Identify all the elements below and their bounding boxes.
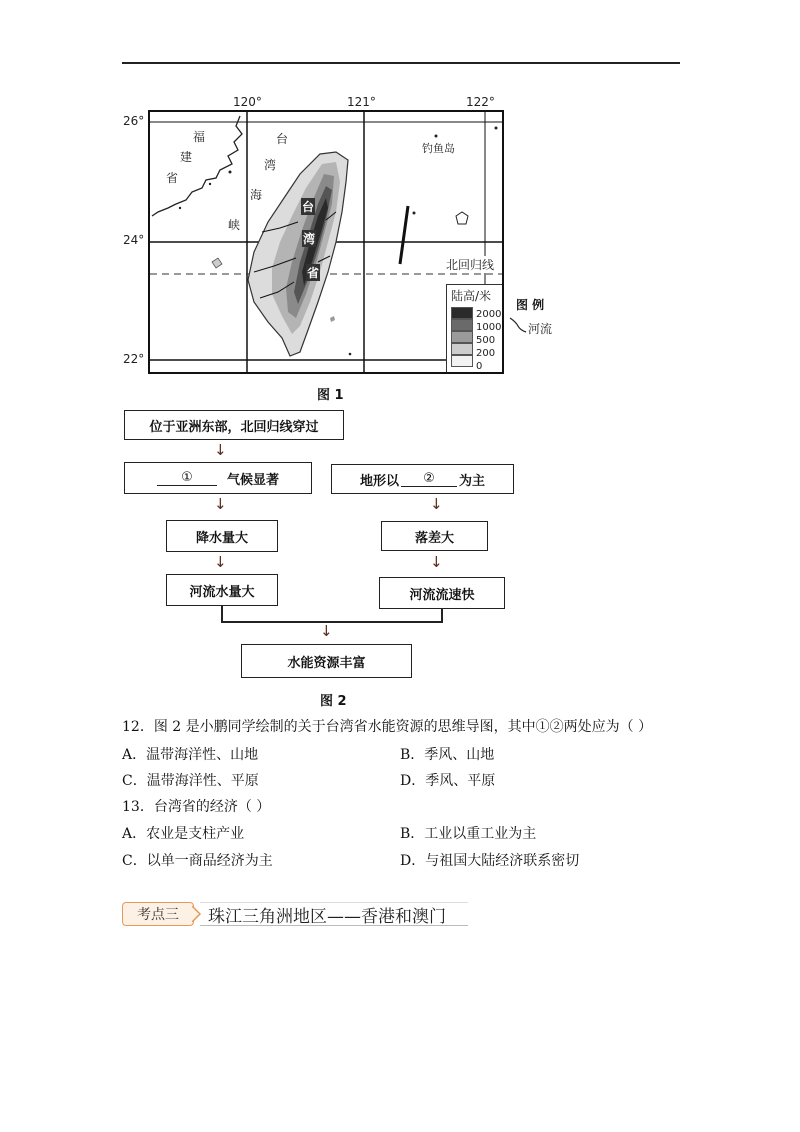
- legend-value-1000: 1000: [476, 322, 502, 333]
- river-symbol-icon: [508, 316, 528, 334]
- lat-label-26: 26°: [123, 114, 145, 128]
- lon-label-121: 121°: [347, 95, 376, 109]
- flow-box-volume: 河流水量大: [166, 574, 278, 606]
- figure-1-caption: 图 1: [317, 388, 344, 403]
- legend-value-0: 0: [476, 361, 483, 372]
- province-char-1: 台: [302, 200, 315, 214]
- q12-option-b: B．季风、山地: [400, 747, 495, 763]
- blank-1: ①: [157, 470, 217, 486]
- legend-swatch-200: [451, 343, 473, 355]
- flow-box-terrain: [331, 464, 514, 494]
- flow-box-climate: [124, 462, 312, 494]
- fujian-char-3: 省: [166, 171, 179, 185]
- q12-option-c: C．温带海洋性、平原: [122, 773, 259, 789]
- legend-value-500: 500: [476, 335, 496, 346]
- q13-option-a: A．农业是支柱产业: [122, 826, 245, 842]
- q13-option-b: B．工业以重工业为主: [400, 826, 537, 842]
- blank-2: ②: [401, 471, 457, 487]
- arrow-1: ↓: [214, 441, 227, 459]
- arrow-5: ↓: [430, 553, 443, 571]
- q13-stem: 13．台湾省的经济（ ）: [122, 799, 271, 815]
- fujian-char-2: 建: [180, 150, 193, 164]
- river-label: 河流: [528, 322, 553, 336]
- legend-value-200: 200: [476, 348, 496, 359]
- legend-swatch-0: [451, 355, 473, 367]
- tropic-label: 北回归线: [446, 258, 495, 272]
- lat-label-24: 24°: [123, 233, 145, 247]
- elevation-legend: [446, 284, 504, 374]
- lat-label-22: 22°: [123, 352, 145, 366]
- legend-value-2000: 2000: [476, 309, 502, 320]
- fujian-char-1: 福: [193, 130, 206, 144]
- lon-label-122: 122°: [466, 95, 495, 109]
- arrow-3: ↓: [430, 495, 443, 513]
- legend-swatch-1000: [451, 319, 473, 331]
- province-char-3: 省: [307, 266, 320, 280]
- q12-option-a: A．温带海洋性、山地: [122, 747, 259, 763]
- section-tag: 考点三: [122, 902, 194, 926]
- flow-box-drop: 落差大: [381, 521, 488, 551]
- q12-option-d: D．季风、平原: [400, 773, 496, 789]
- taiwan-map: [148, 110, 504, 374]
- q12-stem: 12．图 2 是小鹏同学绘制的关于台湾省水能资源的思维导图，其中①②两处应为（ ）: [122, 719, 653, 735]
- arrow-4: ↓: [214, 553, 227, 571]
- q13-option-d: D．与祖国大陆经济联系密切: [400, 853, 580, 869]
- legend-swatch-500: [451, 331, 473, 343]
- header-rule: [122, 62, 680, 64]
- connector-left: [221, 606, 223, 622]
- strait-char-2: 湾: [264, 158, 277, 172]
- strait-char-4: 峡: [228, 218, 241, 232]
- flow-box-rain: 降水量大: [166, 520, 278, 552]
- figure-2-caption: 图 2: [320, 694, 347, 709]
- flow-box-result: 水能资源丰富: [241, 644, 412, 678]
- legend-heading: 图 例: [516, 298, 545, 312]
- legend-title: 陆高/米: [451, 289, 492, 303]
- strait-char-1: 台: [276, 132, 289, 146]
- diaoyu-label: 钓鱼岛: [422, 142, 455, 155]
- province-char-2: 湾: [303, 232, 316, 246]
- flow-box-location: 位于亚洲东部，北回归线穿过: [124, 410, 344, 440]
- terrain-suffix: 为主: [459, 473, 486, 489]
- q13-option-c: C．以单一商品经济为主: [122, 853, 273, 869]
- terrain-prefix: 地形以: [359, 473, 399, 489]
- section-title: 珠江三角洲地区——香港和澳门: [200, 902, 468, 926]
- arrow-6: ↓: [320, 622, 333, 640]
- arrow-2: ↓: [214, 495, 227, 513]
- strait-char-3: 海: [250, 188, 263, 202]
- climate-text: 气候显著: [226, 472, 279, 488]
- flow-box-speed: 河流流速快: [379, 577, 505, 609]
- lon-label-120: 120°: [233, 95, 262, 109]
- legend-swatch-2000: [451, 307, 473, 319]
